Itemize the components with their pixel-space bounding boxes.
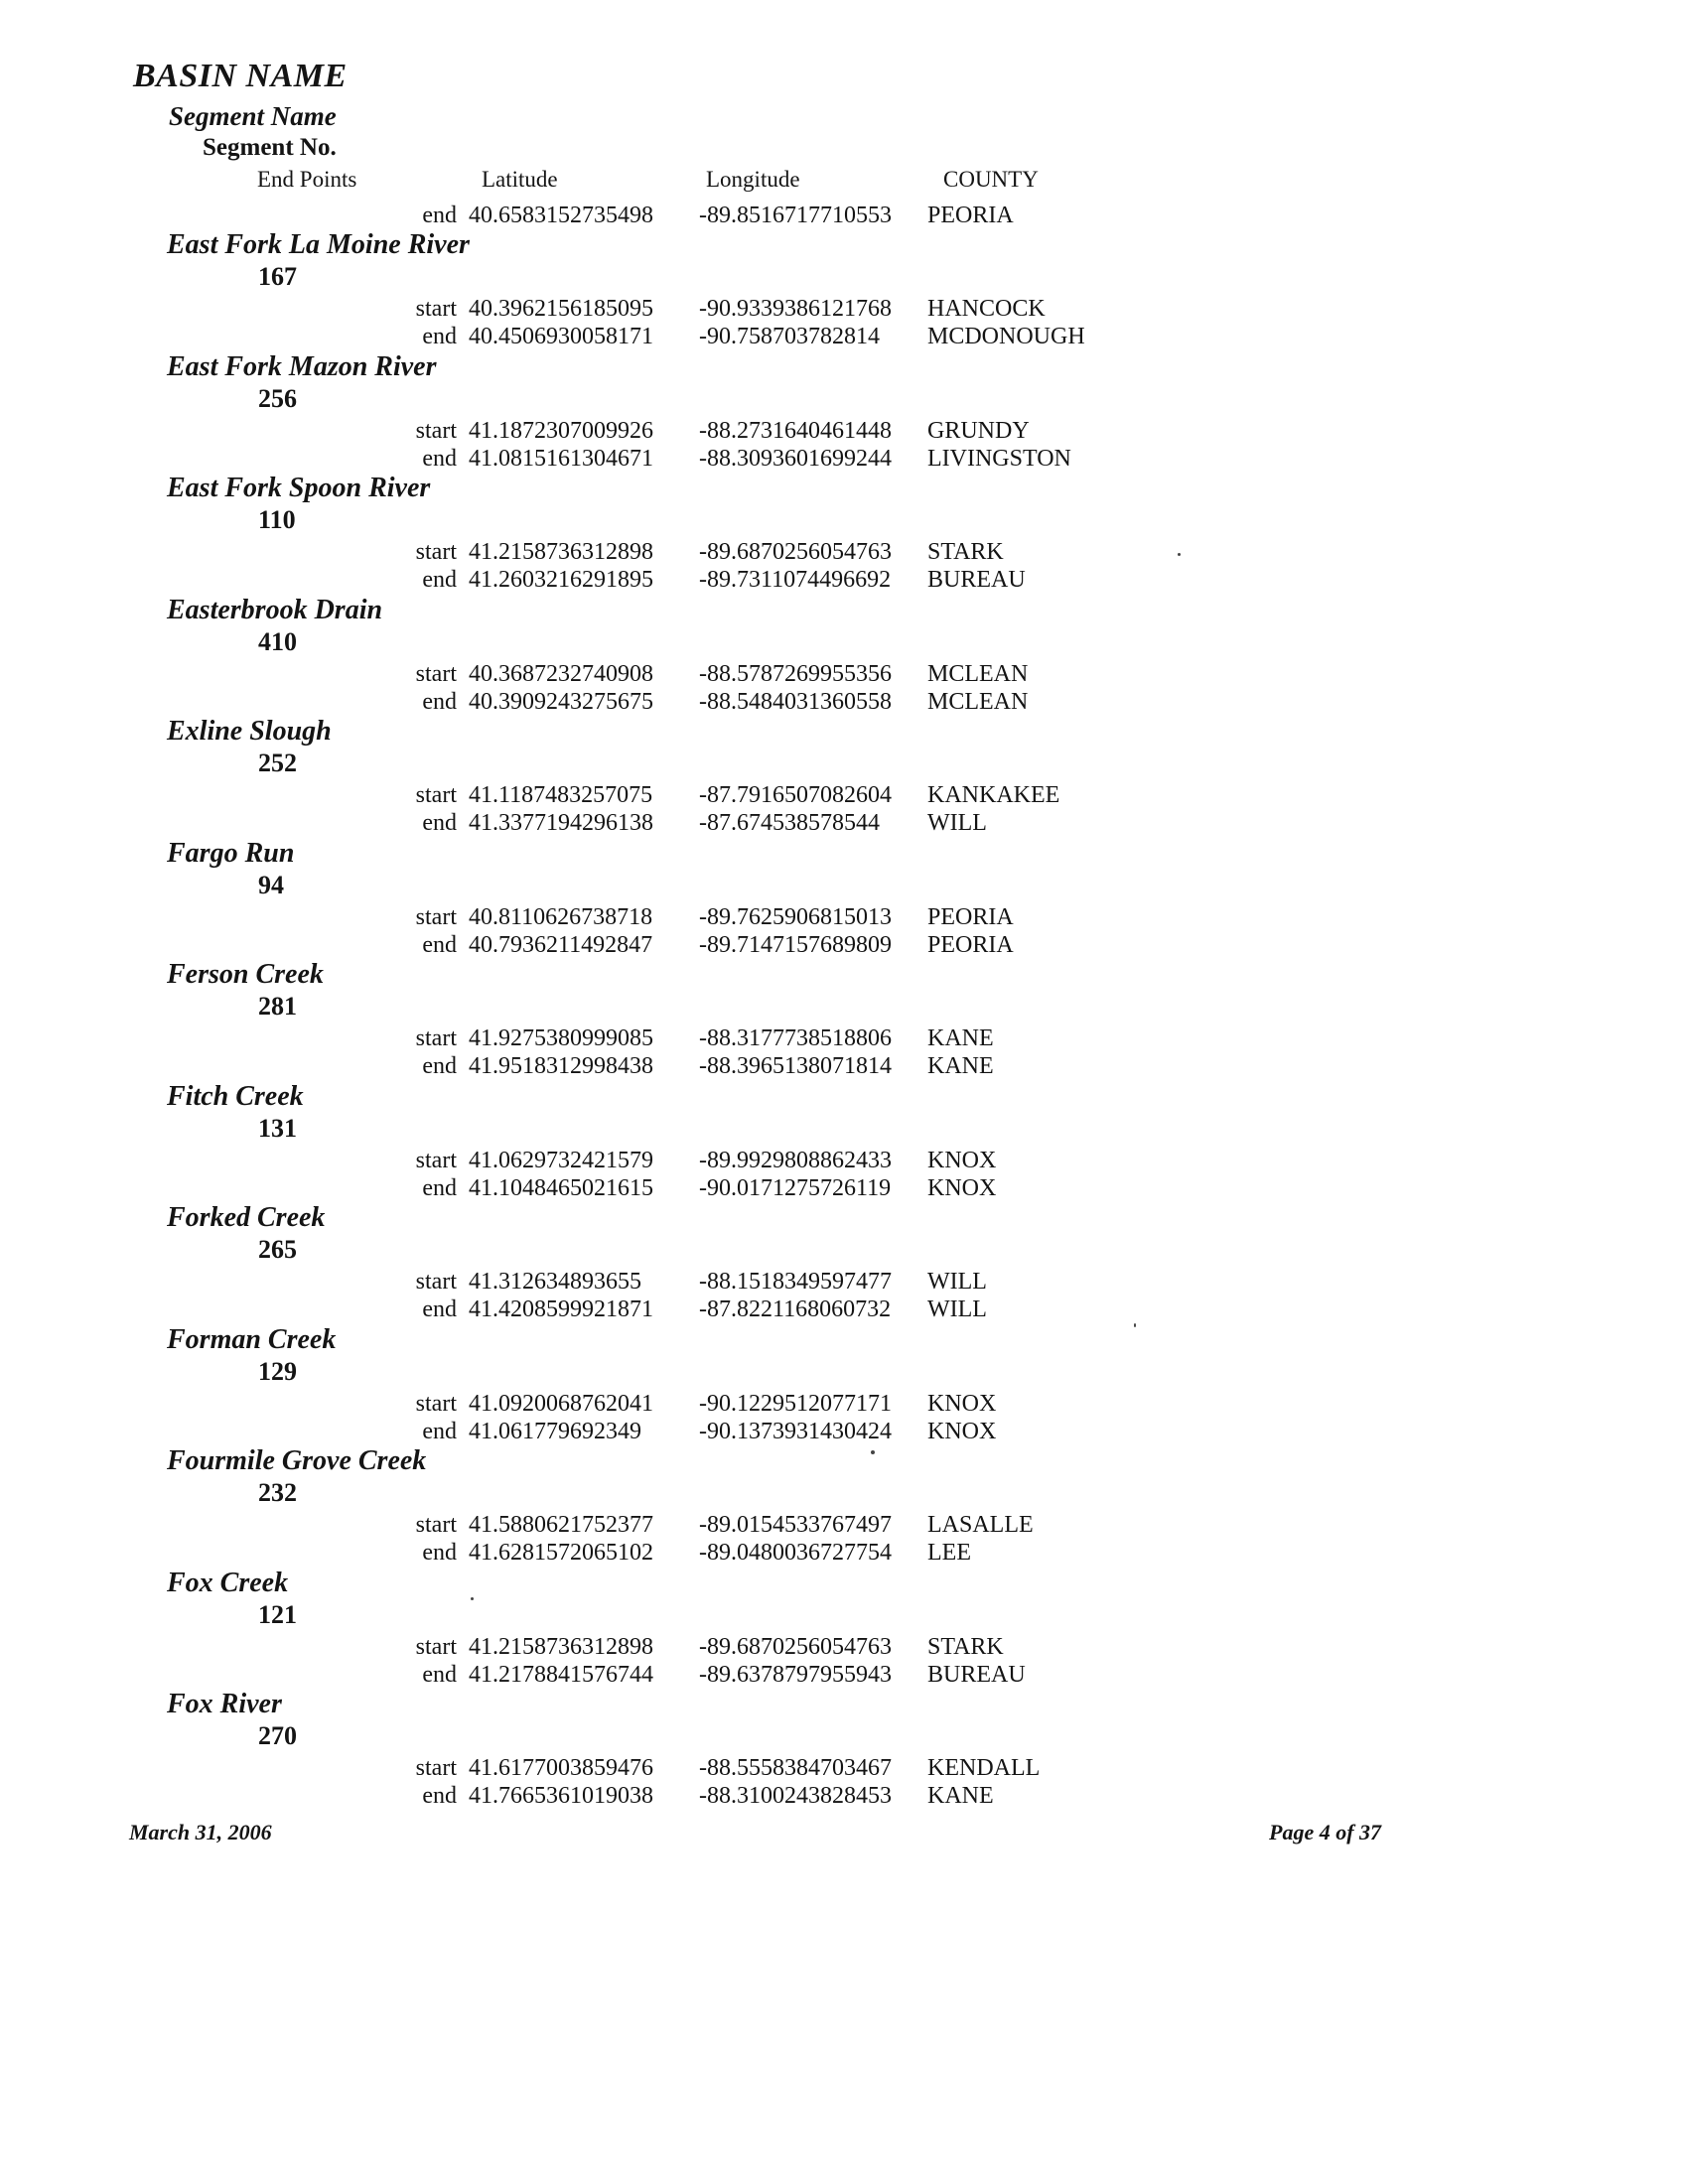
segment-name: Fox River — [167, 1689, 282, 1719]
county-value: WILL — [927, 1297, 987, 1322]
endpoint-label: end — [422, 1661, 457, 1688]
county-value: LIVINGSTON — [927, 445, 1071, 472]
scan-speck — [1134, 1323, 1136, 1327]
latitude-value: 41.1872307009926 — [469, 417, 653, 444]
latitude-value: 41.9275380999085 — [469, 1025, 653, 1051]
segment-name: Forman Creek — [167, 1323, 337, 1355]
column-header-county: COUNTY — [943, 167, 1039, 192]
scan-speck — [1178, 553, 1181, 556]
latitude-value: 41.061779692349 — [469, 1418, 641, 1444]
longitude-value: -88.5787269955356 — [699, 660, 892, 687]
basin-name-header: BASIN NAME — [133, 58, 348, 94]
longitude-value: -88.5484031360558 — [699, 688, 892, 715]
footer-date: March 31, 2006 — [129, 1820, 272, 1844]
latitude-value: 41.0629732421579 — [469, 1147, 653, 1173]
segment-name: Forked Creek — [167, 1202, 326, 1233]
endpoint-label: end — [422, 1783, 457, 1809]
latitude-value: 41.312634893655 — [469, 1269, 641, 1295]
county-value: KNOX — [927, 1147, 997, 1173]
county-value: STARK — [927, 539, 1004, 565]
endpoint-label: start — [415, 1512, 457, 1538]
endpoint-label: start — [415, 1755, 457, 1781]
county-value: BUREAU — [927, 567, 1026, 593]
segment-number: 121 — [258, 1599, 297, 1629]
endpoint-label: start — [415, 1390, 457, 1417]
latitude-value: 41.1048465021615 — [469, 1174, 653, 1201]
endpoint-label: end — [422, 931, 457, 958]
endpoint-label: start — [415, 1633, 457, 1660]
endpoint-label: start — [415, 660, 457, 687]
continued-row-latitude: 40.6583152735498 — [469, 203, 653, 228]
segment-number: 232 — [258, 1478, 297, 1507]
longitude-value: -89.7311074496692 — [699, 567, 892, 593]
segment-number: 252 — [258, 749, 297, 777]
longitude-value: -89.7147157689809 — [699, 931, 892, 958]
endpoint-label: start — [415, 1025, 457, 1051]
latitude-value: 41.2178841576744 — [469, 1661, 653, 1688]
longitude-value: -88.1518349597477 — [699, 1269, 892, 1295]
continued-row-county: PEORIA — [927, 203, 1014, 228]
segment-name: Ferson Creek — [167, 959, 324, 990]
endpoint-label: start — [415, 903, 457, 930]
segment-name: Easterbrook Drain — [167, 594, 383, 625]
segment-name: East Fork Spoon River — [167, 473, 431, 503]
latitude-value: 41.1187483257075 — [469, 782, 653, 808]
endpoint-label: end — [422, 1418, 457, 1444]
latitude-value: 41.0920068762041 — [469, 1390, 653, 1417]
segment-name-header: Segment Name — [169, 101, 337, 131]
county-value: MCLEAN — [927, 660, 1029, 687]
segment-name: Fargo Run — [167, 837, 295, 869]
segment-number: 265 — [258, 1235, 297, 1264]
segment-name: East Fork La Moine River — [167, 229, 470, 260]
longitude-value: -88.5558384703467 — [699, 1755, 892, 1781]
endpoint-label: end — [422, 1297, 457, 1322]
county-value: WILL — [927, 1269, 987, 1295]
county-value: STARK — [927, 1633, 1004, 1660]
endpoint-label: end — [422, 1053, 457, 1079]
endpoint-label: start — [415, 1147, 457, 1173]
endpoint-label: start — [415, 782, 457, 808]
endpoint-label: end — [422, 810, 457, 836]
longitude-value: -88.3100243828453 — [699, 1783, 892, 1809]
segment-number: 110 — [258, 505, 296, 534]
longitude-value: -89.6378797955943 — [699, 1661, 892, 1688]
latitude-value: 41.2158736312898 — [469, 539, 653, 565]
latitude-value: 40.3909243275675 — [469, 688, 653, 715]
latitude-value: 40.8110626738718 — [469, 903, 653, 930]
latitude-value: 40.4506930058171 — [469, 324, 653, 349]
longitude-value: -90.9339386121768 — [699, 296, 892, 322]
longitude-value: -90.1229512077171 — [699, 1390, 892, 1417]
county-value: MCLEAN — [927, 688, 1029, 715]
longitude-value: -87.7916507082604 — [699, 782, 892, 808]
endpoint-label: end — [422, 445, 457, 472]
segment-name: East Fork Mazon River — [167, 350, 437, 382]
latitude-value: 40.7936211492847 — [469, 931, 653, 958]
endpoint-label: start — [415, 539, 457, 565]
scan-speck — [871, 1450, 875, 1454]
endpoint-label: start — [415, 296, 457, 322]
county-value: PEORIA — [927, 903, 1014, 930]
longitude-value: -89.9929808862433 — [699, 1147, 892, 1173]
endpoint-label: end — [422, 1174, 457, 1201]
column-header-latitude: Latitude — [482, 167, 558, 192]
longitude-value: -90.1373931430424 — [699, 1418, 892, 1444]
latitude-value: 41.9518312998438 — [469, 1053, 653, 1079]
county-value: KANKAKEE — [927, 782, 1060, 808]
segment-number: 94 — [258, 870, 284, 899]
longitude-value: -89.0154533767497 — [699, 1512, 892, 1538]
county-value: LEE — [927, 1540, 971, 1566]
longitude-value: -89.6870256054763 — [699, 1633, 892, 1660]
footer-page-number: Page 4 of 37 — [1269, 1820, 1382, 1844]
longitude-value: -89.0480036727754 — [699, 1540, 892, 1566]
county-value: PEORIA — [927, 931, 1014, 958]
segment-number: 167 — [258, 262, 297, 291]
latitude-value: 41.4208599921871 — [469, 1297, 653, 1322]
county-value: MCDONOUGH — [927, 324, 1085, 349]
endpoint-label: end — [422, 1540, 457, 1566]
latitude-value: 41.0815161304671 — [469, 445, 653, 472]
county-value: KANE — [927, 1025, 994, 1051]
continued-row-longitude: -89.8516717710553 — [699, 203, 892, 228]
endpoint-label: end — [422, 324, 457, 349]
county-value: KENDALL — [927, 1755, 1041, 1781]
longitude-value: -89.6870256054763 — [699, 539, 892, 565]
segment-number: 270 — [258, 1721, 297, 1750]
latitude-value: 41.5880621752377 — [469, 1512, 653, 1538]
segment-name: Exline Slough — [167, 716, 332, 747]
continued-row-label: end — [422, 203, 457, 228]
county-value: LASALLE — [927, 1512, 1034, 1538]
longitude-value: -89.7625906815013 — [699, 903, 892, 930]
segment-number: 131 — [258, 1113, 297, 1143]
county-value: KNOX — [927, 1174, 997, 1201]
latitude-value: 41.6177003859476 — [469, 1755, 653, 1781]
segment-number-header: Segment No. — [203, 134, 337, 161]
latitude-value: 41.7665361019038 — [469, 1783, 653, 1809]
county-value: BUREAU — [927, 1661, 1026, 1688]
endpoint-label: start — [415, 1269, 457, 1295]
segment-name: Fourmile Grove Creek — [167, 1445, 427, 1476]
segment-number: 281 — [258, 992, 297, 1021]
longitude-value: -88.3177738518806 — [699, 1025, 892, 1051]
endpoint-label: start — [415, 417, 457, 444]
county-value: WILL — [927, 810, 987, 836]
latitude-value: 41.6281572065102 — [469, 1540, 653, 1566]
longitude-value: -90.758703782814 — [699, 324, 880, 349]
longitude-value: -87.8221168060732 — [699, 1297, 892, 1322]
segment-number: 410 — [258, 626, 297, 656]
county-value: KANE — [927, 1783, 994, 1809]
segment-name: Fox Creek — [167, 1567, 289, 1598]
longitude-value: -88.3965138071814 — [699, 1053, 892, 1079]
latitude-value: 41.2603216291895 — [469, 567, 653, 593]
county-value: KANE — [927, 1053, 994, 1079]
longitude-value: -90.0171275726119 — [699, 1174, 892, 1201]
latitude-value: 40.3687232740908 — [469, 660, 653, 687]
county-value: GRUNDY — [927, 417, 1030, 444]
latitude-value: 41.3377194296138 — [469, 810, 653, 836]
latitude-value: 40.3962156185095 — [469, 296, 653, 322]
longitude-value: -88.2731640461448 — [699, 417, 892, 444]
latitude-value: 41.2158736312898 — [469, 1633, 653, 1660]
column-header-end-points: End Points — [257, 167, 357, 192]
column-header-longitude: Longitude — [706, 167, 800, 192]
county-value: HANCOCK — [927, 296, 1046, 322]
longitude-value: -88.3093601699244 — [699, 445, 892, 472]
segment-number: 256 — [258, 383, 297, 413]
endpoint-label: end — [422, 567, 457, 593]
segment-name: Fitch Creek — [167, 1080, 304, 1112]
county-value: KNOX — [927, 1418, 997, 1444]
endpoint-label: end — [422, 688, 457, 715]
segment-number: 129 — [258, 1356, 297, 1386]
scan-speck — [471, 1597, 474, 1600]
longitude-value: -87.674538578544 — [699, 810, 880, 836]
county-value: KNOX — [927, 1390, 997, 1417]
